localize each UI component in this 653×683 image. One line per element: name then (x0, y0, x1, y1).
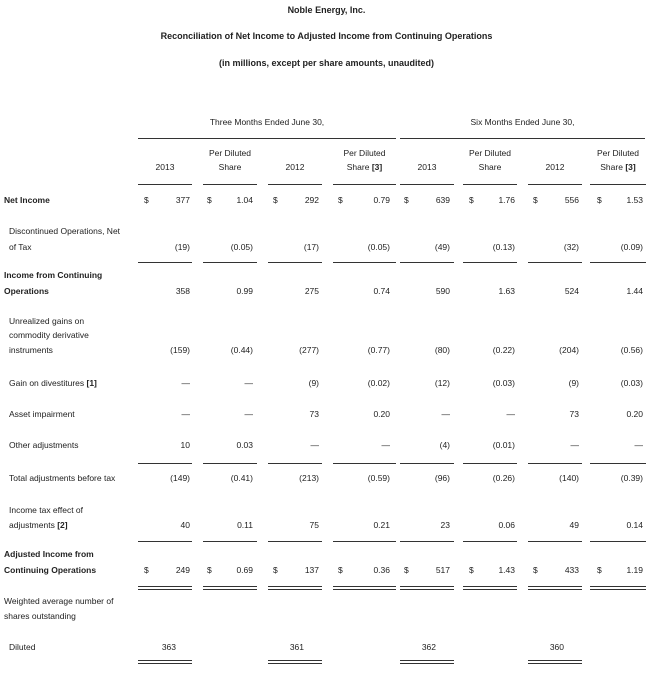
cell: — (570, 440, 579, 450)
double-rule (268, 660, 322, 664)
hdr-rule (203, 184, 257, 185)
cell: 1.19 (626, 565, 643, 575)
col-per-diluted-3a: Per Diluted (468, 148, 512, 158)
cell: 10 (180, 440, 190, 450)
cell: 49 (569, 520, 579, 530)
cell: — (634, 440, 643, 450)
cell: 73 (309, 409, 319, 419)
row-label-net-income: Net Income (4, 195, 50, 205)
rule (138, 262, 192, 263)
rule (463, 262, 517, 263)
double-rule (463, 586, 517, 590)
hdr-rule (463, 184, 517, 185)
cell: 1.44 (626, 286, 643, 296)
cell: (0.59) (367, 473, 390, 483)
row-label-unrealized-2: commodity derivative (9, 330, 89, 340)
currency-sign: $ (469, 195, 474, 205)
cell: 73 (569, 409, 579, 419)
row-label-divestitures: Gain on divestitures [1] (9, 378, 97, 388)
double-rule (138, 586, 192, 590)
cell: 361 (289, 642, 304, 652)
col-2013-h: 2013 (417, 162, 437, 172)
currency-sign: $ (144, 195, 149, 205)
double-rule (138, 660, 192, 664)
period-three-months: Three Months Ended June 30, (209, 117, 325, 127)
report-subtitle: (in millions, except per share amounts, unaudited) (218, 58, 435, 68)
rule (333, 463, 396, 464)
cell: 590 (435, 286, 450, 296)
cell: 524 (564, 286, 579, 296)
cell: (80) (434, 345, 450, 355)
cell: — (506, 409, 515, 419)
currency-sign: $ (533, 565, 538, 575)
cell: 0.69 (236, 565, 253, 575)
cell: 1.04 (236, 195, 253, 205)
row-label-unrealized: Unrealized gains on (9, 316, 85, 326)
currency-sign: $ (404, 195, 409, 205)
cell: 0.74 (373, 286, 390, 296)
cell: 1.53 (626, 195, 643, 205)
rule (590, 541, 646, 542)
currency-sign: $ (273, 565, 278, 575)
cell: 0.03 (236, 440, 253, 450)
row-label-adjusted: Adjusted Income from (4, 549, 94, 559)
cell: (159) (170, 345, 190, 355)
rule (203, 262, 257, 263)
cell: 556 (564, 195, 579, 205)
cell: 517 (435, 565, 450, 575)
rule (528, 262, 582, 263)
row-label-diluted: Diluted (9, 642, 36, 652)
currency-sign: $ (273, 195, 278, 205)
period-rule-six (400, 138, 645, 139)
currency-sign: $ (404, 565, 409, 575)
cell: (0.09) (620, 242, 643, 252)
cell: 0.20 (626, 409, 643, 419)
cell: (12) (434, 378, 450, 388)
hdr-rule (400, 184, 454, 185)
rule (138, 541, 192, 542)
cell: (0.22) (492, 345, 515, 355)
row-label-impairment: Asset impairment (9, 409, 75, 419)
cell: (0.44) (230, 345, 253, 355)
rule (590, 262, 646, 263)
cell: (9) (568, 378, 579, 388)
row-label-total-adj: Total adjustments before tax (9, 473, 116, 483)
currency-sign: $ (338, 195, 343, 205)
double-rule (268, 586, 322, 590)
col-share-1: Share (218, 162, 242, 172)
hdr-rule (590, 184, 646, 185)
cell: (4) (439, 440, 450, 450)
cell: 0.99 (236, 286, 253, 296)
col-per-diluted-4a: Per Diluted (596, 148, 640, 158)
cell: 23 (440, 520, 450, 530)
report-title: Reconciliation of Net Income to Adjusted Income from Continuing Operations (160, 31, 493, 41)
cell: 75 (309, 520, 319, 530)
currency-sign: $ (597, 195, 602, 205)
cell: — (181, 378, 190, 388)
cell: 362 (421, 642, 436, 652)
cell: 0.21 (373, 520, 390, 530)
row-label-weighted-2: shares outstanding (4, 611, 76, 621)
rule (333, 262, 396, 263)
row-label-other: Other adjustments (9, 440, 79, 450)
cell: 433 (564, 565, 579, 575)
cell: (0.05) (230, 242, 253, 252)
rule (528, 541, 582, 542)
cell: (277) (299, 345, 319, 355)
col-per-diluted-1a: Per Diluted (208, 148, 252, 158)
row-label-adjusted-2: Continuing Operations (4, 565, 97, 575)
rule (138, 463, 192, 464)
cell: (0.26) (492, 473, 515, 483)
cell: — (181, 409, 190, 419)
hdr-rule (138, 184, 192, 185)
rule (400, 262, 454, 263)
rule (590, 463, 646, 464)
cell: (204) (559, 345, 579, 355)
cell: 363 (161, 642, 176, 652)
hdr-rule (333, 184, 396, 185)
rule (203, 541, 257, 542)
currency-sign: $ (144, 565, 149, 575)
cell: 0.06 (498, 520, 515, 530)
cell: (213) (299, 473, 319, 483)
row-label-tax-effect: Income tax effect of (9, 505, 84, 515)
cell: (32) (563, 242, 579, 252)
cell: — (244, 409, 253, 419)
cell: (96) (434, 473, 450, 483)
cell: — (244, 378, 253, 388)
cell: 0.36 (373, 565, 390, 575)
col-2012-h: 2012 (545, 162, 565, 172)
cell: 0.79 (373, 195, 390, 205)
cell: (0.13) (492, 242, 515, 252)
cell: — (441, 409, 450, 419)
cell: 40 (180, 520, 190, 530)
cell: — (381, 440, 390, 450)
currency-sign: $ (597, 565, 602, 575)
cell: 275 (304, 286, 319, 296)
row-label-unrealized-3: instruments (9, 345, 53, 355)
cell: (0.39) (620, 473, 643, 483)
period-rule-three (138, 138, 396, 139)
rule (268, 463, 322, 464)
cell: (0.77) (367, 345, 390, 355)
currency-sign: $ (469, 565, 474, 575)
rule (268, 541, 322, 542)
row-label-tax-effect-2: adjustments [2] (9, 520, 68, 530)
rule (400, 463, 454, 464)
cell: 360 (549, 642, 564, 652)
cell: (149) (170, 473, 190, 483)
double-rule (333, 586, 396, 590)
rule (268, 262, 322, 263)
col-share-2: Share [3] (346, 162, 383, 172)
rule (203, 463, 257, 464)
cell: 1.76 (498, 195, 515, 205)
cell: 137 (304, 565, 319, 575)
cell: (0.41) (230, 473, 253, 483)
cell: — (310, 440, 319, 450)
cell: (0.03) (492, 378, 515, 388)
double-rule (400, 586, 454, 590)
cell: 0.20 (373, 409, 390, 419)
rule (463, 541, 517, 542)
double-rule (528, 660, 582, 664)
hdr-rule (528, 184, 582, 185)
row-label-continuing: Income from Continuing (4, 270, 103, 280)
cell: 292 (304, 195, 319, 205)
rule (528, 463, 582, 464)
col-share-3: Share (478, 162, 502, 172)
cell: (140) (559, 473, 579, 483)
cell: (9) (308, 378, 319, 388)
row-label-continuing-2: Operations (4, 286, 49, 296)
currency-sign: $ (207, 565, 212, 575)
hdr-rule (268, 184, 322, 185)
cell: 249 (175, 565, 190, 575)
rule (333, 541, 396, 542)
col-2013-q: 2013 (155, 162, 175, 172)
col-2012-q: 2012 (285, 162, 305, 172)
currency-sign: $ (533, 195, 538, 205)
currency-sign: $ (207, 195, 212, 205)
row-label-discontinued: Discontinued Operations, Net (9, 226, 121, 236)
double-rule (528, 586, 582, 590)
cell: (49) (434, 242, 450, 252)
cell: 1.63 (498, 286, 515, 296)
cell: (0.56) (620, 345, 643, 355)
rule (400, 541, 454, 542)
cell: 0.14 (626, 520, 643, 530)
double-rule (400, 660, 454, 664)
cell: (0.01) (492, 440, 515, 450)
cell: (17) (303, 242, 319, 252)
currency-sign: $ (338, 565, 343, 575)
cell: 377 (175, 195, 190, 205)
period-six-months: Six Months Ended June 30, (470, 117, 575, 127)
cell: 358 (175, 286, 190, 296)
cell: 1.43 (498, 565, 515, 575)
cell: 0.11 (237, 520, 253, 530)
cell: (0.05) (367, 242, 390, 252)
double-rule (590, 586, 646, 590)
cell: (0.02) (367, 378, 390, 388)
cell: (19) (174, 242, 190, 252)
cell: 639 (435, 195, 450, 205)
cell: (0.03) (620, 378, 643, 388)
company-name: Noble Energy, Inc. (287, 5, 366, 15)
double-rule (203, 586, 257, 590)
row-label-discontinued-2: of Tax (9, 242, 32, 252)
rule (463, 463, 517, 464)
col-per-diluted-2a: Per Diluted (343, 148, 386, 158)
col-share-4: Share [3] (600, 162, 636, 172)
row-label-weighted: Weighted average number of (4, 596, 114, 606)
